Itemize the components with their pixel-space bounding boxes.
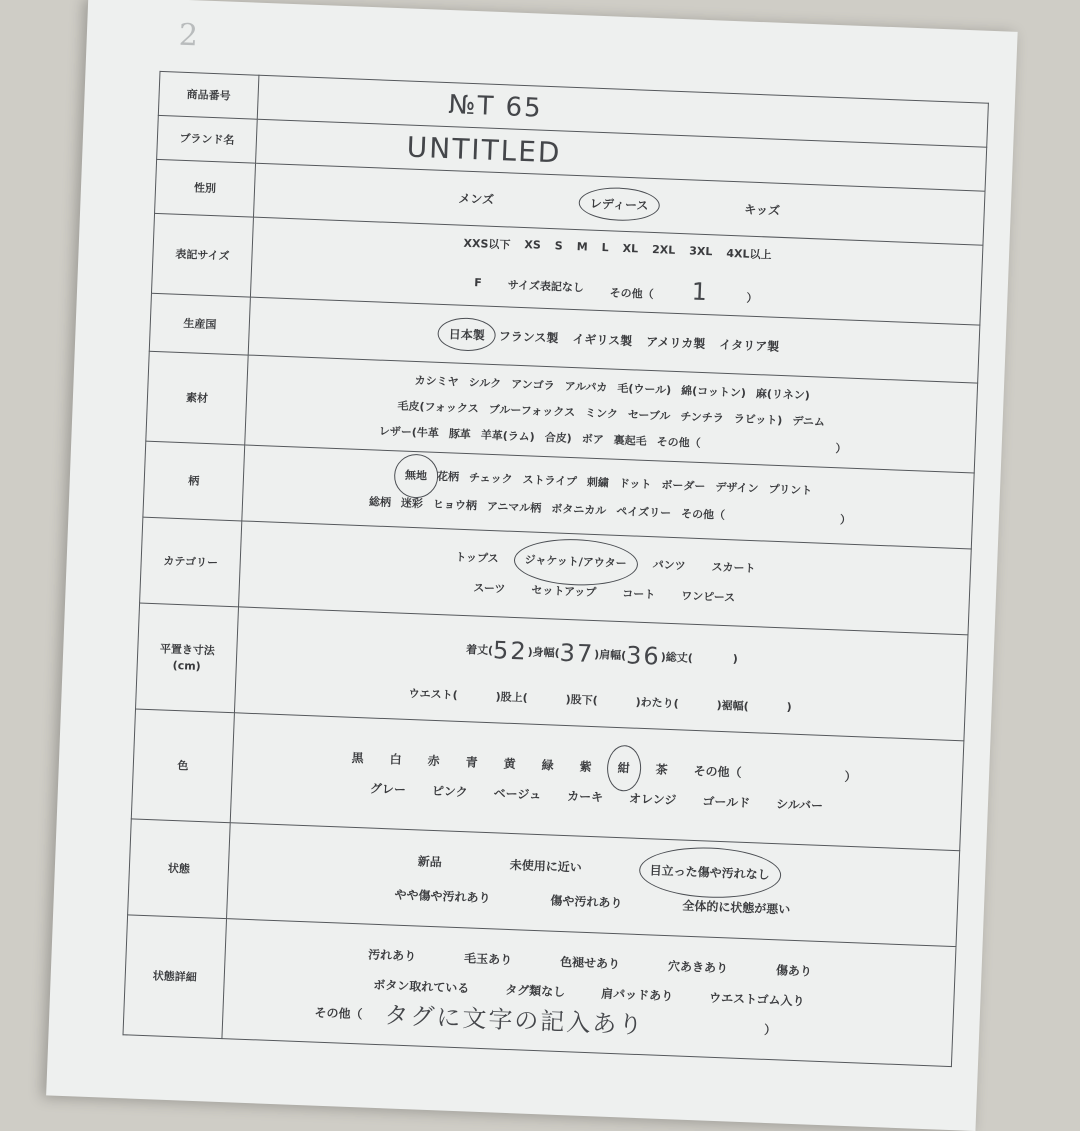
- option-material-chinchilla[interactable]: チンチラ: [680, 409, 725, 425]
- option-detail-other-label: その他（: [314, 1005, 363, 1021]
- measure-total-label: )総丈(: [660, 650, 694, 665]
- option-material-wool[interactable]: 毛(ウール): [617, 381, 672, 397]
- option-color-orange[interactable]: オレンジ: [628, 791, 677, 807]
- measure-shoulder-label: )肩幅(: [593, 647, 627, 662]
- option-detail-pilling[interactable]: 毛玉あり: [463, 950, 513, 967]
- option-size-3xl[interactable]: 3XL: [689, 244, 713, 259]
- handwritten-product-number: №T 65: [447, 89, 544, 124]
- label-gender: 性別: [155, 159, 256, 217]
- option-condition-damage[interactable]: 傷や汚れあり: [550, 893, 623, 910]
- option-origin-usa[interactable]: アメリカ製: [645, 334, 706, 352]
- option-material-boa[interactable]: ボア: [581, 431, 604, 446]
- label-size: 表記サイズ: [151, 213, 253, 297]
- option-pattern-floral[interactable]: 花柄: [436, 469, 460, 484]
- option-material-angora[interactable]: アンゴラ: [510, 377, 555, 392]
- option-detail-other-close: ）: [763, 1022, 777, 1037]
- option-material-cotton[interactable]: 綿(コットン): [680, 383, 747, 400]
- option-pattern-solid-selected[interactable]: 無地: [404, 461, 427, 490]
- option-pattern-border[interactable]: ボーダー: [661, 478, 706, 493]
- handwritten-brand: UNTITLED: [406, 130, 563, 170]
- option-pattern-print[interactable]: プリント: [768, 482, 813, 497]
- option-pattern-design[interactable]: デザイン: [715, 480, 759, 495]
- option-color-green[interactable]: 緑: [541, 757, 554, 773]
- option-material-fur-fox[interactable]: 毛皮(フォックス: [397, 398, 480, 415]
- label-condition: 状態: [128, 819, 231, 919]
- measure-length-label: 着丈(: [465, 642, 494, 657]
- label-category: カテゴリー: [140, 517, 242, 607]
- option-material-mink[interactable]: ミンク: [584, 406, 619, 421]
- option-gender-mens[interactable]: メンズ: [458, 191, 495, 207]
- option-size-xxs[interactable]: XXS以下: [463, 236, 511, 252]
- blank-measure-waist[interactable]: [458, 694, 496, 695]
- option-material-alpaca[interactable]: アルパカ: [564, 379, 608, 394]
- measure-hem-label: )裾幅(: [716, 698, 749, 713]
- option-size-m[interactable]: M: [576, 240, 588, 254]
- measure-inseam-label: )股下(: [565, 692, 598, 707]
- option-detail-scratch[interactable]: 傷あり: [775, 962, 813, 979]
- option-color-gray[interactable]: グレー: [369, 781, 407, 797]
- blank-measure-total[interactable]: [693, 657, 733, 659]
- option-size-f[interactable]: F: [474, 276, 483, 290]
- option-pattern-camo[interactable]: 迷彩: [400, 496, 424, 510]
- option-category-setup[interactable]: セットアップ: [531, 583, 597, 599]
- option-origin-italy[interactable]: イタリア製: [718, 337, 780, 354]
- option-color-black[interactable]: 黒: [351, 750, 364, 765]
- option-pattern-other[interactable]: その他（: [680, 506, 726, 522]
- label-color: 色: [131, 709, 234, 823]
- option-category-tops[interactable]: トップス: [455, 550, 499, 565]
- option-color-pink[interactable]: ピンク: [431, 783, 468, 799]
- option-condition-near-unused[interactable]: 未使用に近い: [509, 857, 583, 875]
- option-size-no-label[interactable]: サイズ表記なし: [507, 277, 585, 294]
- option-material-silk[interactable]: シルク: [468, 375, 502, 390]
- option-size-xl[interactable]: XL: [622, 241, 639, 256]
- option-material-other-close: ）: [835, 441, 847, 456]
- option-detail-shoulder-pads[interactable]: 肩パッドあり: [600, 986, 674, 1003]
- option-pattern-other-close: ）: [839, 512, 852, 527]
- label-measurements-unit: (cm): [172, 658, 201, 673]
- blank-measure-hem[interactable]: [749, 706, 787, 707]
- option-detail-button-missing[interactable]: ボタン取れている: [373, 977, 470, 995]
- option-color-red[interactable]: 赤: [427, 753, 440, 768]
- option-detail-stain[interactable]: 汚れあり: [367, 947, 417, 963]
- option-color-yellow[interactable]: 黄: [503, 756, 516, 771]
- option-origin-uk[interactable]: イギリス製: [572, 331, 633, 349]
- option-pattern-all-over[interactable]: 総柄: [368, 494, 392, 509]
- blank-color-other[interactable]: [755, 773, 845, 776]
- option-material-linen[interactable]: 麻(リネン): [755, 386, 811, 402]
- option-detail-fading[interactable]: 色褪せあり: [559, 954, 621, 971]
- option-category-onepiece[interactable]: ワンピース: [680, 588, 736, 604]
- option-condition-new[interactable]: 新品: [417, 853, 443, 869]
- option-origin-japan-selected[interactable]: 日本製: [448, 327, 486, 343]
- option-category-jacket-selected[interactable]: ジャケット/アウター: [524, 545, 627, 579]
- blank-material-other[interactable]: [706, 444, 836, 449]
- product-form-table: [122, 71, 988, 1067]
- label-product-number: 商品番号: [158, 71, 259, 119]
- option-material-leather-cow[interactable]: レザー(牛革: [378, 424, 440, 440]
- blank-pattern-other[interactable]: [730, 516, 840, 520]
- option-size-other-label: その他（: [609, 285, 654, 301]
- option-pattern-leopard[interactable]: ヒョウ柄: [432, 497, 478, 512]
- option-color-beige[interactable]: ベージュ: [493, 785, 542, 802]
- option-color-purple[interactable]: 紫: [579, 759, 592, 774]
- blank-measure-thigh[interactable]: [679, 703, 717, 704]
- handwritten-shoulder: 36: [625, 640, 662, 671]
- measure-thigh-label: )わたり(: [635, 695, 679, 710]
- option-size-2xl[interactable]: 2XL: [651, 242, 676, 257]
- option-material-brushed-lining[interactable]: 裏起毛: [613, 433, 647, 448]
- option-color-other[interactable]: その他（: [693, 763, 742, 780]
- option-gender-ladies-selected[interactable]: レディース: [589, 196, 649, 213]
- option-pattern-check[interactable]: チェック: [468, 470, 513, 486]
- option-color-khaki[interactable]: カーキ: [566, 788, 604, 804]
- option-detail-elastic-waist[interactable]: ウエストゴム入り: [708, 990, 805, 1008]
- label-brand: ブランド名: [157, 115, 258, 163]
- option-condition-no-visible-damage-selected[interactable]: 目立った傷や汚れなし: [649, 853, 770, 892]
- handwritten-width: 37: [559, 638, 595, 668]
- option-category-skirt[interactable]: スカート: [711, 560, 756, 575]
- option-pattern-botanical[interactable]: ボタニカル: [551, 501, 607, 517]
- option-material-leather-pig[interactable]: 豚革: [448, 426, 472, 441]
- option-color-other-close: ）: [844, 769, 857, 784]
- label-condition-detail: 状態詳細: [123, 915, 227, 1039]
- option-material-synthetic-leather[interactable]: 合皮): [544, 430, 572, 445]
- option-pattern-dot[interactable]: ドット: [618, 476, 652, 491]
- measure-waist-label: ウエスト(: [408, 686, 458, 702]
- handwritten-length: 52: [492, 635, 529, 665]
- blank-measure-inseam[interactable]: [598, 700, 636, 701]
- option-size-l[interactable]: L: [601, 241, 609, 255]
- label-origin: 生産国: [149, 293, 250, 355]
- blank-measure-rise[interactable]: [528, 697, 566, 698]
- corner-pencil-mark: 2: [178, 17, 199, 54]
- option-condition-poor[interactable]: 全体的に状態が悪い: [682, 898, 791, 917]
- option-material-other[interactable]: その他（: [656, 434, 701, 450]
- option-material-leather-lamb[interactable]: 羊革(ラム): [480, 428, 535, 444]
- measure-hem-close: ): [786, 700, 792, 714]
- option-material-cashmere[interactable]: カシミヤ: [414, 373, 459, 389]
- inspection-sheet: [46, 0, 1018, 1131]
- option-size-s[interactable]: S: [554, 239, 563, 253]
- option-color-blue[interactable]: 青: [465, 754, 478, 770]
- measure-width-label: )身幅(: [527, 645, 560, 660]
- option-detail-no-tags[interactable]: タグ類なし: [504, 982, 566, 999]
- option-pattern-stripe[interactable]: ストライプ: [522, 472, 578, 488]
- option-color-gold[interactable]: ゴールド: [702, 793, 751, 810]
- option-condition-slight-damage[interactable]: やや傷や汚れあり: [394, 887, 491, 905]
- option-size-4xl[interactable]: 4XL以上: [726, 246, 772, 262]
- option-color-brown[interactable]: 茶: [655, 762, 668, 777]
- option-pattern-animal[interactable]: アニマル柄: [486, 499, 542, 515]
- option-color-silver[interactable]: シルバー: [775, 796, 824, 813]
- label-pattern: 柄: [143, 441, 245, 521]
- measure-rise-label: )股上(: [495, 689, 528, 705]
- option-origin-france[interactable]: フランス製: [498, 329, 559, 346]
- option-material-denim[interactable]: デニム: [792, 413, 826, 429]
- label-material: 素材: [146, 351, 248, 445]
- option-size-other-close: ）: [746, 291, 758, 305]
- handwritten-size-other: 1: [691, 277, 710, 306]
- option-material-blue-fox[interactable]: ブルーフォックス: [488, 402, 576, 419]
- measure-total-close: ): [732, 652, 739, 666]
- option-size-xs[interactable]: XS: [524, 238, 542, 252]
- option-color-white[interactable]: 白: [389, 751, 402, 767]
- option-color-navy-selected[interactable]: 紺: [617, 753, 630, 783]
- option-material-sable[interactable]: セーブル: [627, 407, 671, 423]
- option-material-rabbit[interactable]: ラビット): [733, 411, 783, 427]
- option-category-suit[interactable]: スーツ: [473, 580, 506, 596]
- option-gender-kids[interactable]: キッズ: [744, 202, 781, 218]
- label-measurements: 平置き寸法: [159, 641, 216, 657]
- option-category-coat[interactable]: コート: [622, 586, 656, 601]
- handwritten-detail-other: タグに文字の記入あり: [383, 1000, 645, 1039]
- option-pattern-paisley[interactable]: ペイズリー: [616, 504, 672, 520]
- option-category-pants[interactable]: パンツ: [652, 557, 686, 572]
- option-detail-holes[interactable]: 穴あきあり: [667, 958, 729, 975]
- option-pattern-embroidery[interactable]: 刺繍: [586, 475, 610, 489]
